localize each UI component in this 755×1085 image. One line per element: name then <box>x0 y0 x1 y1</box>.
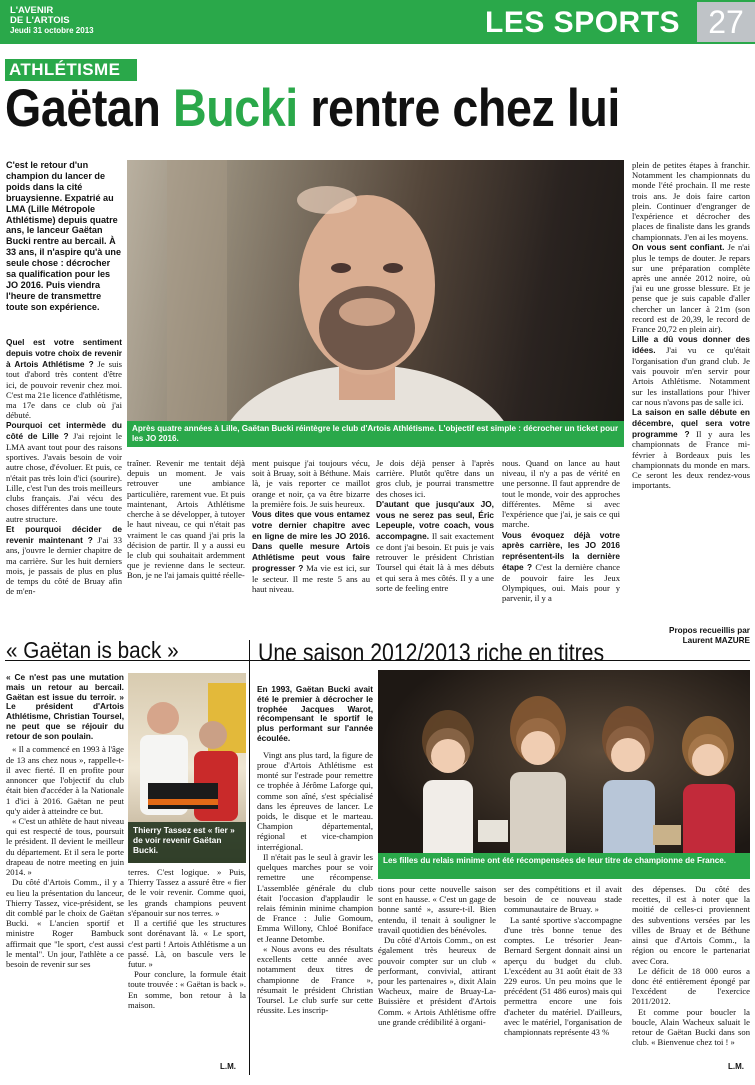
relay-photo-caption: Les filles du relais minime ont été récompensées de leur titre de championne de France. <box>378 853 750 879</box>
column-3-text: ment puisque j'ai toujours vécu, soit à Bruay, soit à Béthune. Mais là, je vais reporter ce maillot orange et noir, ça va être bizarre la première fois. Je suis heureux. <box>252 458 370 509</box>
article-title: Une saison 2012/2013 riche en titres <box>258 639 605 667</box>
sidebar-divider <box>249 640 250 1075</box>
credit-line-2: Laurent MAZURE <box>682 635 750 645</box>
sidebar-paragraph-5: Il a certifié que les structures sont dorénavant là. « Le sport, c'est parti ! Artois Athlétisme a un passé. Là, on bascule vers le futur. » <box>128 918 246 969</box>
question-8: Lille a dû vous donner des idées. <box>632 334 750 356</box>
paper-name-line2: DE L'ARTOIS <box>10 15 70 26</box>
article-paragraph-1: Vingt ans plus tard, la figure de proue d'Artois Athlétisme est monté sur l'estrade pour remettre ce trophée à Jérôme Laforge qui, comme son aîné, s'est spécialisé dans les épreuves de lancer. Le poids, le disque et le marteau. Champion départemental, régional et vice-champion interrégional. <box>257 749 373 852</box>
sidebar-paragraph-6: Pour conclure, la formule était toute trouvée : « Gaëtan is back ». En somme, bon retour à la maison. <box>128 969 246 1010</box>
article-paragraph-6: ser des compétitions et il avait besoin de ce nouveau stade communautaire de Bruay. » <box>504 884 622 915</box>
interview-column-3 <box>252 458 370 658</box>
article-paragraph-7: La santé sportive s'accompagne d'une très bonne tenue des comptes. Le trésorier Jean-Bernard Sergent donnait ainsi un aperçu du budget du club. L'excédent au 31 août était de 33 229 euros. Un peu moins que le précédent (51 486 euros) mais qui permettra encore une fois d'acheter du matériel. D'ailleurs, avec le matériel, l'organisation de championnats représente 43 % <box>504 914 622 1038</box>
sidebar-lead: « Ce n'est pas une mutation mais un retour au bercail. Gaëtan est issue du terroir. » Le président d'Artois Athlétisme, Christian Toursel, ne peut que se réjouir du retour de son poulain. <box>6 673 124 741</box>
article-column-3 <box>504 884 622 1074</box>
article-paragraph-2: Il n'était pas le seul à gravir les quelques marches pour se voir remettre une récompense. L'assemblée générale du club était l'occasion d'applaudir le relais féminin minime champion de France : Julie Gomoum, Emma Willony, Chloé Boniface et Jeanne Detombe. <box>257 851 373 944</box>
article-paragraph-10: Et comme pour boucler la boucle, Alain Wacheux saluait le retour de Gaëtan Bucki dans son club. « Bienvenue chez toi ! » <box>632 1006 750 1048</box>
section-title: LES SPORTS <box>485 6 681 39</box>
answer-4: Ma vie est ici, sur le secteur. Il me reste 5 ans au haut niveau. <box>252 563 370 594</box>
article-signature: L.M. <box>728 1062 744 1071</box>
kicker: ATHLÉTISME <box>5 59 137 81</box>
article-paragraph-4: tions pour cette nouvelle saison sont en hausse. « C'est un gage de bonne santé », assure-t-il. Bien entendu, il tenait à souligner le travail quotidien des bénévoles. <box>378 884 496 935</box>
interview-column-6 <box>632 160 750 640</box>
main-photo <box>127 160 624 447</box>
sidebar-paragraph-1: « Il a commencé en 1993 à l'âge de 13 ans chez nous », rappelle-t-il avec fierté. Il en profite pour annoncer que l'objectif du club était bien d'accéder à la Nationale 1 d'ici à 2016. Gaëtan ne peut qu'y aider à atteindre ce but. <box>6 744 124 816</box>
answer-2: J'ai rejoint le LMA avant tout pour des raisons sportives. J'avais besoin de voir autre chose, d'évoluer. Et puis, ce n'était pas très loin d'ici (sourire). Lille, c'est l'un des trois meilleurs clubs français. J'ai vécu des choses différentes dans une toute autre structure. <box>6 431 122 524</box>
page-number-box <box>697 2 755 42</box>
credit-line-1: Propos recueillis par <box>669 626 750 635</box>
column-2-text: traîner. Revenir me tentait déjà depuis un moment. Je vais retrouver une ambiance particulière, rarement vue. Et puis maintenant, Artois Athlétisme cherche à se développer, à tutoyer le haut niveau, ce qui n'était pas vraiment le cas quand j'ai pris la décision de partir. Il y a aussi eu le club qui souhaitait ardemment que je revienne dans le secteur. Bon, je ne l'ai jamais quitté réelle- <box>127 458 245 581</box>
interview-column-2 <box>127 458 245 658</box>
interview-column-1 <box>6 337 122 657</box>
headline-part1: Gaëtan <box>5 79 173 138</box>
question-4: Vous dites que vous entamez votre dernier chapitre avec en ligne de mire les JO 2016. Dans quelle mesure Artois Athlétisme peut vous faire progresser ? <box>252 509 370 573</box>
question-1: Quel est votre sentiment depuis votre choix de revenir à Artois Athlétisme ? <box>6 337 122 369</box>
article-column-2 <box>378 884 496 1074</box>
headline <box>5 78 620 140</box>
question-6: Vous évoquez déjà votre après carrière, les JO 2016 représentent-ils la dernière étape ? <box>502 529 620 572</box>
question-3: Et pourquoi décider de revenir maintenant ? <box>6 523 122 545</box>
answer-5: Il sait exactement ce dont j'ai besoin. Et puis je vais retrouver le président Christian Toursel qui était là à mes débuts et qui sera à mes côtés. Il y a une sorte de feeling entre <box>376 531 494 593</box>
question-9: La saison en salle débute en décembre, quel sera votre programme ? <box>632 406 750 439</box>
interview-column-5 <box>502 458 620 658</box>
relay-team-photo <box>378 670 750 875</box>
column-4-text: Je dois déjà penser à l'après carrière. Plutôt qu'être dans un gros club, je pourrai transmettre des choses ici. <box>376 458 494 499</box>
question-7: On vous sent confiant. <box>632 241 725 252</box>
sidebar-title: « Gaëtan is back » <box>6 637 179 663</box>
paper-name <box>10 6 94 36</box>
article-lead: En 1993, Gaëtan Bucki avait été le premier à décrocher le trophée Jacques Warot, récompensant le sportif le plus performant sur l'année écoulée. <box>257 685 373 743</box>
article-paragraph-3: « Nous avons eu des résultats excellents cette année avec notamment deux titres de championne de France », résumait le président Christian Toursel. Le club surfe sur cette réussite. Les inscrip- <box>257 943 373 1016</box>
headline-part3: rentre chez lui <box>297 79 620 138</box>
sidebar-column-1 <box>6 673 124 1078</box>
answer-9: Il y aura les championnats de France mi-février à Bordeaux puis les championnats du monde en mars. Ce seront les deux rendez-vous importants. <box>632 428 750 491</box>
portrait-illustration <box>127 160 624 447</box>
interview-column-4 <box>376 458 494 658</box>
answer-3: J'ai 33 ans, j'ouvre le dernier chapitre de ma carrière. Sur les huit derniers mois, je passais de plus en plus de temps du côté de Bruay afin de m'en- <box>6 534 122 597</box>
article-paragraph-8: des dépenses. Du côté des recettes, il est à noter que la moitié de celles-ci proviennent des subventions versées par les villes de Bruay et de Béthune ainsi que d'Artois Comm., la région ou encore le partenariat avec Cora. <box>632 884 750 966</box>
main-photo-caption: Après quatre années à Lille, Gaëtan Bucki réintègre le club d'Artois Athlétisme. L'objectif est simple : décrocher un ticket pour les JO 2016. <box>127 421 624 447</box>
interview-credit <box>632 626 750 646</box>
question-5: D'autant que jusqu'aux JO, vous ne serez pas seul, Éric Lepeuple, votre coach, vous accompagne. <box>376 498 494 542</box>
article-column-4 <box>632 884 750 1064</box>
column-6-text: plein de petites étapes à franchir. Notamment les championnats du monde l'été prochain. Il me reste trois ans. Je dois faire carton plein. Continuer d'engranger de l'expérience et décrocher des places de finaliste dans les grands championnats. J'en ai les moyens. <box>632 160 750 242</box>
sidebar-paragraph-2: « C'est un athlète de haut niveau qui est respecté de tous, poursuit le président. Il devient le meilleur du département. Et il sera le porte drapeau de notre meeting en juin 2014. » <box>6 816 124 878</box>
paper-name-line1: L'AVENIR <box>10 5 54 16</box>
answer-7: Je n'ai plus le temps de douter. Je repars sur une préparation complète après une année 2012 noire, où j'ai eu une grosse blessure. Et je pense que je suis capable d'aller chercher un lancer à 21m (son record est de 20,39, le record de France 20,72 en plein air). <box>632 241 750 335</box>
article-column-1 <box>257 685 373 1080</box>
answer-6: C'est la dernière chance de pouvoir faire les Jeux Olympiques, oui. Mais pour y parvenir, il y a <box>502 561 620 604</box>
answer-8: J'ai vu ce qu'était l'organisation d'un grand club. Je vais pouvoir m'en servir pour Artois Athlétisme. Notamment sur les installations pour l'hiver car nous n'avons pas de salle ici. <box>632 345 750 407</box>
sidebar-paragraph-3: Du côté d'Artois Comm., il y a eu lieu la présentation du lanceur, Thierry Tassez, vice-président, se dit comblé par le choix de Gaëtan Bucki. « L'ancien sportif et ministre Roger Bambuck affirmait que "le sport, c'est aussi le mental". Un jour, l'athlète a ce besoin de revenir sur ses <box>6 877 124 970</box>
page-number: 27 <box>708 4 744 40</box>
column-5-text: nous. Quand on lance au haut niveau, il n'y a pas de vérité en une personne. Il faut apprendre de tout le monde, voir des approches différentes. Même si avec l'expérience que j'ai, je sais ce qui marche. <box>502 458 620 530</box>
article-paragraph-9: Le déficit de 18 000 euros a donc été entièrement épongé par l'excédent de l'exercice 2011/2012. <box>632 965 750 1007</box>
answer-1: Je suis tout d'abord très content d'être ici, de pouvoir revenir chez moi. C'est ma 21e licence d'athlétisme, ma 17e dans ce club où j'ai débuté. <box>6 358 122 421</box>
sidebar-signature: L.M. <box>220 1062 236 1071</box>
issue-date: Jeudi 31 octobre 2013 <box>10 26 94 35</box>
four-girls-illustration <box>378 670 750 875</box>
intro-paragraph: C'est le retour d'un champion du lancer de poids dans la cité bruaysienne. Expatrié au LMA (Lille Métropole Athlétisme) depuis quatre ans, le lanceur Gaëtan Bucki rentre au bercail. À 33 ans, il n'aspire qu'à une seule chose : décrocher sa qualification pour les JO 2016. Puis viendra l'heure de transmettre toute son expérience. <box>6 160 122 312</box>
article-paragraph-5: Du côté d'Artois Comm., on est également très heureux de pouvoir compter sur un club « performant, convivial, attirant pour les partenaires », dixit Alain Wacheux, maire de Bruay-La-Buissière et président d'Artois Comm. « Artois Athlétisme offre une grande crédibilité à organi- <box>378 935 496 1027</box>
sidebar-column-2 <box>128 867 246 1067</box>
question-2: Pourquoi cet intermède du côté de Lille ? <box>6 420 122 442</box>
headline-name: Bucki <box>172 79 298 138</box>
sidebar-photo-caption: Thierry Tassez est « fier » de voir revenir Gaëtan Bucki. <box>128 822 246 863</box>
sidebar-paragraph-4: terres. C'est logique. » Puis, Thierry Tassez a assuré être « fier de le voir revenir. Comme quoi, les grands champions peuvent s'épanouir sur nos terres. » <box>128 867 246 918</box>
